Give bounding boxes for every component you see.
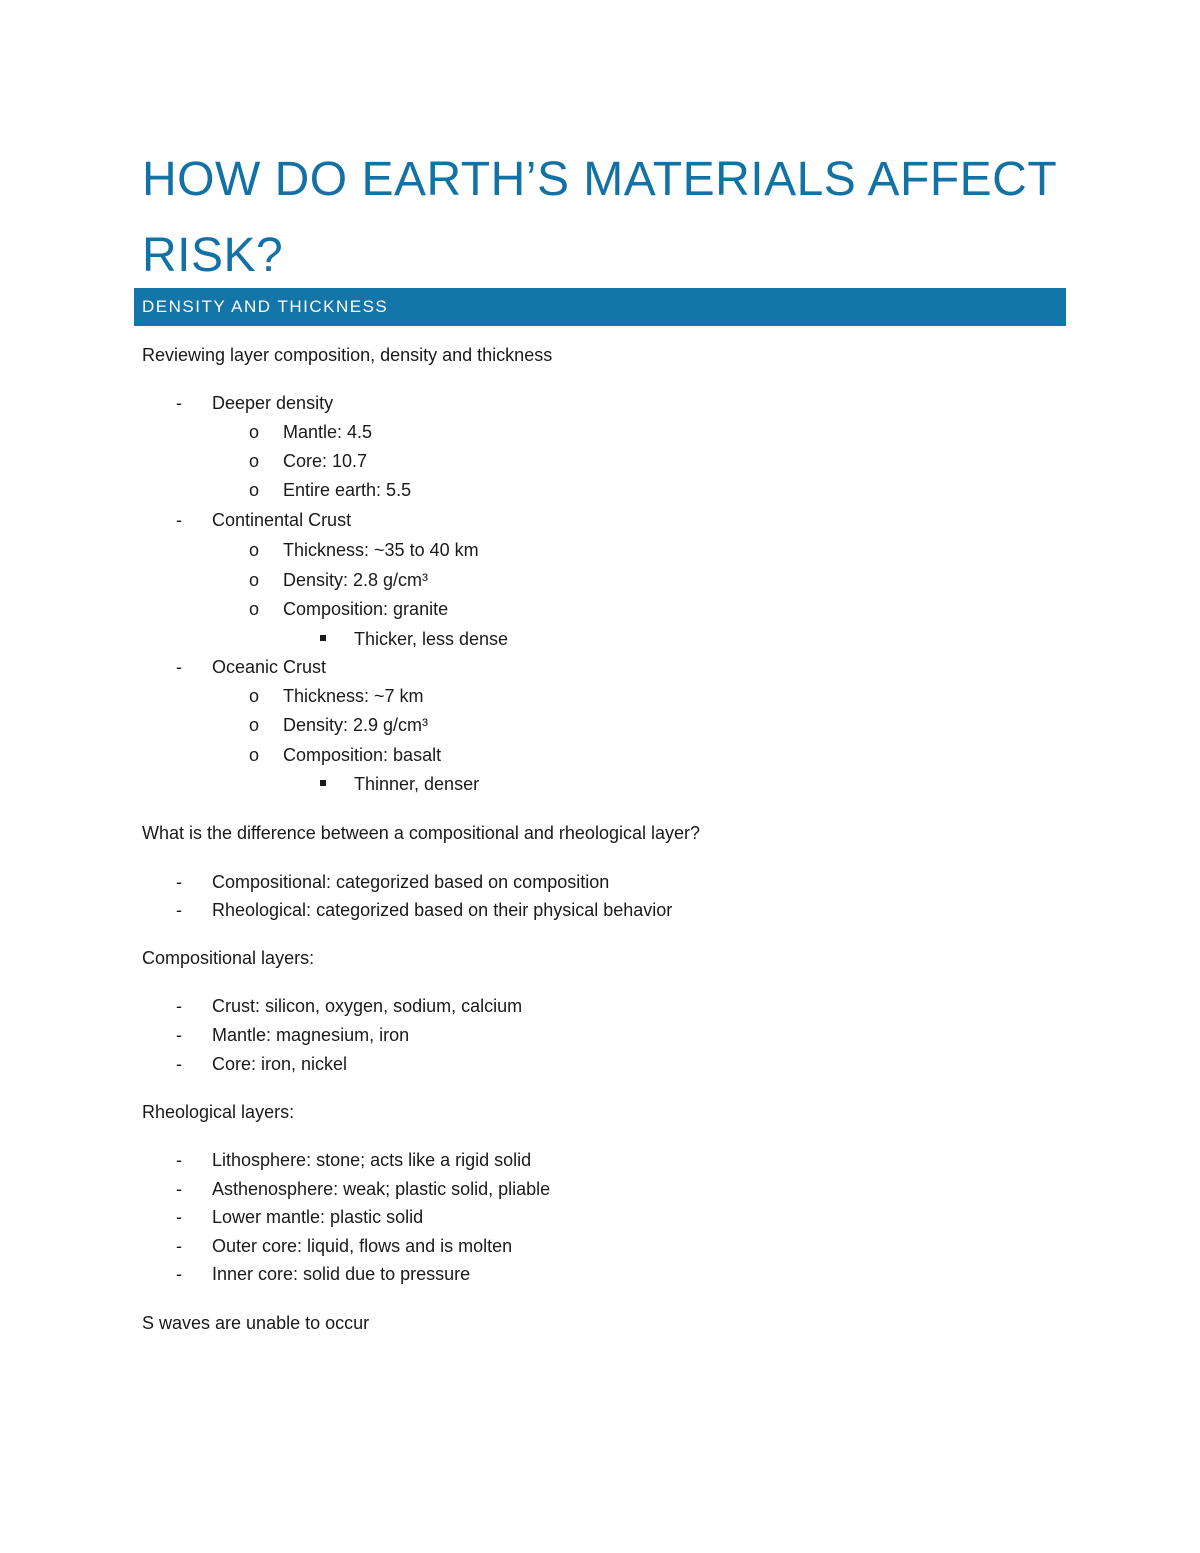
dash-bullet: - <box>176 1207 182 1227</box>
list-item: Composition: basalt <box>283 745 442 765</box>
dash-bullet: - <box>176 657 182 677</box>
list-item: Thickness: ~7 km <box>283 686 424 706</box>
question-paragraph: What is the difference between a compositional and rheological layer? <box>142 823 700 843</box>
dash-bullet: - <box>176 1236 182 1256</box>
circle-bullet: o <box>249 540 260 560</box>
page-title: HOW DO EARTH’S MATERIALS AFFECT RISK? <box>142 153 1057 282</box>
list-item: Asthenosphere: weak; plastic solid, pliable <box>212 1179 551 1199</box>
circle-bullet: o <box>249 686 260 706</box>
list-item: Outer core: liquid, flows and is molten <box>212 1236 513 1256</box>
circle-bullet: o <box>249 451 260 471</box>
list-item: Rheological: categorized based on their physical behavior <box>212 900 673 920</box>
circle-bullet: o <box>249 715 260 735</box>
dash-bullet: - <box>176 1150 182 1170</box>
square-bullet-icon <box>320 780 326 786</box>
circle-bullet: o <box>249 422 260 442</box>
dash-bullet: - <box>176 872 182 892</box>
list-item: Mantle: magnesium, iron <box>212 1025 410 1045</box>
circle-bullet: o <box>249 745 260 765</box>
dash-bullet: - <box>176 1054 182 1074</box>
circle-bullet: o <box>249 599 260 619</box>
list-item: Thinner, denser <box>354 774 480 794</box>
closing-paragraph: S waves are unable to occur <box>142 1313 370 1333</box>
list-item: Core: 10.7 <box>283 451 368 471</box>
intro-paragraph: Reviewing layer composition, density and thickness <box>142 345 553 365</box>
list-item: Lithosphere: stone; acts like a rigid solid <box>212 1150 532 1170</box>
dash-bullet: - <box>176 393 182 413</box>
dash-bullet: - <box>176 510 182 530</box>
list-item: Lower mantle: plastic solid <box>212 1207 424 1227</box>
list-item: Oceanic Crust <box>212 657 327 677</box>
rheological-heading: Rheological layers: <box>142 1102 295 1122</box>
list-item: Core: iron, nickel <box>212 1054 348 1074</box>
dash-bullet: - <box>176 1179 182 1199</box>
list-item: Density: 2.9 g/cm³ <box>283 715 429 735</box>
list-item: Crust: silicon, oxygen, sodium, calcium <box>212 996 523 1016</box>
compositional-heading: Compositional layers: <box>142 948 315 968</box>
list-item: Composition: granite <box>283 599 449 619</box>
dash-bullet: - <box>176 900 182 920</box>
list-item: Thickness: ~35 to 40 km <box>283 540 479 560</box>
dash-bullet: - <box>176 1025 182 1045</box>
list-item: Deeper density <box>212 393 334 413</box>
circle-bullet: o <box>249 480 260 500</box>
section-heading-bar <box>134 288 1066 326</box>
list-item: Continental Crust <box>212 510 352 530</box>
section-heading: DENSITY AND THICKNESS <box>142 297 389 316</box>
circle-bullet: o <box>249 570 260 590</box>
list-item: Mantle: 4.5 <box>283 422 373 442</box>
list-item: Compositional: categorized based on composition <box>212 872 610 892</box>
list-item: Entire earth: 5.5 <box>283 480 412 500</box>
list-item: Inner core: solid due to pressure <box>212 1264 471 1284</box>
dash-bullet: - <box>176 996 182 1016</box>
list-item: Density: 2.8 g/cm³ <box>283 570 429 590</box>
list-item: Thicker, less dense <box>354 629 509 649</box>
dash-bullet: - <box>176 1264 182 1284</box>
square-bullet-icon <box>320 635 326 641</box>
